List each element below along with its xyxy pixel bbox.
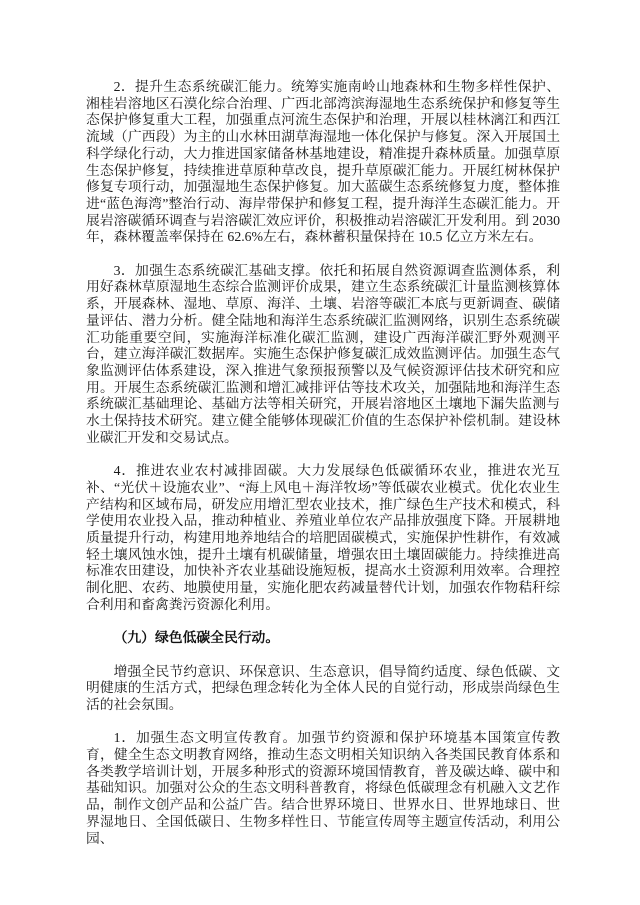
paragraph-4-agriculture-rural-emission-reduction: 4．推进农业农村减排固碳。大力发展绿色低碳循环农业，推进农光互补、“光伏＋设施农业”、“海上风电＋海洋牧场”等低碳农业模式。优化农业生产结构和区域布局，研发应用增汇型农业技术，推广绿色生产技术和模式，科学使用农业投入品，推动种植业、养殖业单位农产品排放强度下降。开展耕地质量提升行动，构建用地养地结合的培肥固碳模式，实施保护性耕作，有效减轻土壤风蚀水蚀，提升土壤有机碳储量，增强农田土壤固碳能力。持续推进高标准农田建设，加快补齐农业基础设施短板，提高水土资源利用效率。合理控制化肥、农药、地膜使用量，实施化肥农药减量替代计划，加强农作物秸秆综合利用和畜禽粪污资源化利用。 [86,463,560,612]
paragraph-3-strengthen-carbon-sink-basic-support: 3．加强生态系统碳汇基础支撑。依托和拓展自然资源调查监测体系，利用好森林草原湿地生态综合监测评价成果，建立生态系统碳汇计量监测核算体系，开展森林、湿地、草原、海洋、土壤、岩溶等碳汇本底与更新调查、碳储量评估、潜力分析。健全陆地和海洋生态系统碳汇监测网络，识别生态系统碳汇功能重要空间，实施海洋标准化碳汇监测，建设广西海洋碳汇野外观测平台，建立海洋碳汇数据库。实施生态保护修复碳汇成效监测评估。加强生态气象监测评估体系建设，深入推进气象预报预警以及气候资源评估技术研究和应用。开展生态系统碳汇监测和增汇减排评估等技术攻关，加强陆地和海洋生态系统碳汇基础理论、基础方法等相关研究，开展岩溶地区土壤地下漏失监测与水土保持技术研究。建立健全能够体现碳汇价值的生态保护补偿机制。建设林业碳汇开发和交易试点。 [86,262,560,445]
paragraph-intro-public-awareness: 增强全民节约意识、环保意识、生态意识，倡导简约适度、绿色低碳、文明健康的生活方式，把绿色理念转化为全体人民的自觉行动，形成崇尚绿色生活的社会氛围。 [86,663,560,712]
paragraph-1-ecological-civilization-education: 1．加强生态文明宣传教育。加强节约资源和保护环境基本国策宣传教育，健全生态文明教育网络，推动生态文明相关知识纳入各类国民教育体系和各类教学培训计划，开展多种形式的资源环境国情教育，普及碳达峰、碳中和基础知识。加强对公众的生态文明科普教育，将绿色低碳理念有机融入文艺作品，制作文创产品和公益广告。结合世界环境日、世界水日、世界地球日、世界湿地日、全国低碳日、生物多样性日、节能宣传周等主题宣传活动，利用公园、 [86,730,560,846]
paragraph-2-enhance-ecosystem-carbon-sink-capacity: 2．提升生态系统碳汇能力。统筹实施南岭山地森林和生物多样性保护、湘桂岩溶地区石漠化综合治理、广西北部湾滨海湿地生态系统保护和修复等生态保护修复重大工程，加强重点河流生态保护和治理，开展以桂林漓江和西江流域（广西段）为主的山水林田湖草海湿地一体化保护与修复。深入开展国土科学绿化行动，大力推进国家储备林基地建设，精准提升森林质量。加强草原生态保护修复，持续推进草原种草改良，提升草原碳汇能力。开展红树林保护修复专项行动，加强湿地生态保护修复。加大蓝碳生态系统修复力度，整体推进“蓝色海湾”整治行动、海岸带保护和修复工程，提升海洋生态碳汇能力。开展岩溶碳循环调查与岩溶碳汇效应评价，积极推动岩溶碳汇开发利用。到 2030 年，森林覆盖率保持在 62.6%左右，森林蓄积量保持在 10.5 亿立方米左右。 [86,79,560,245]
section-heading-9-green-low-carbon-national-action: （九）绿色低碳全民行动。 [113,630,280,646]
